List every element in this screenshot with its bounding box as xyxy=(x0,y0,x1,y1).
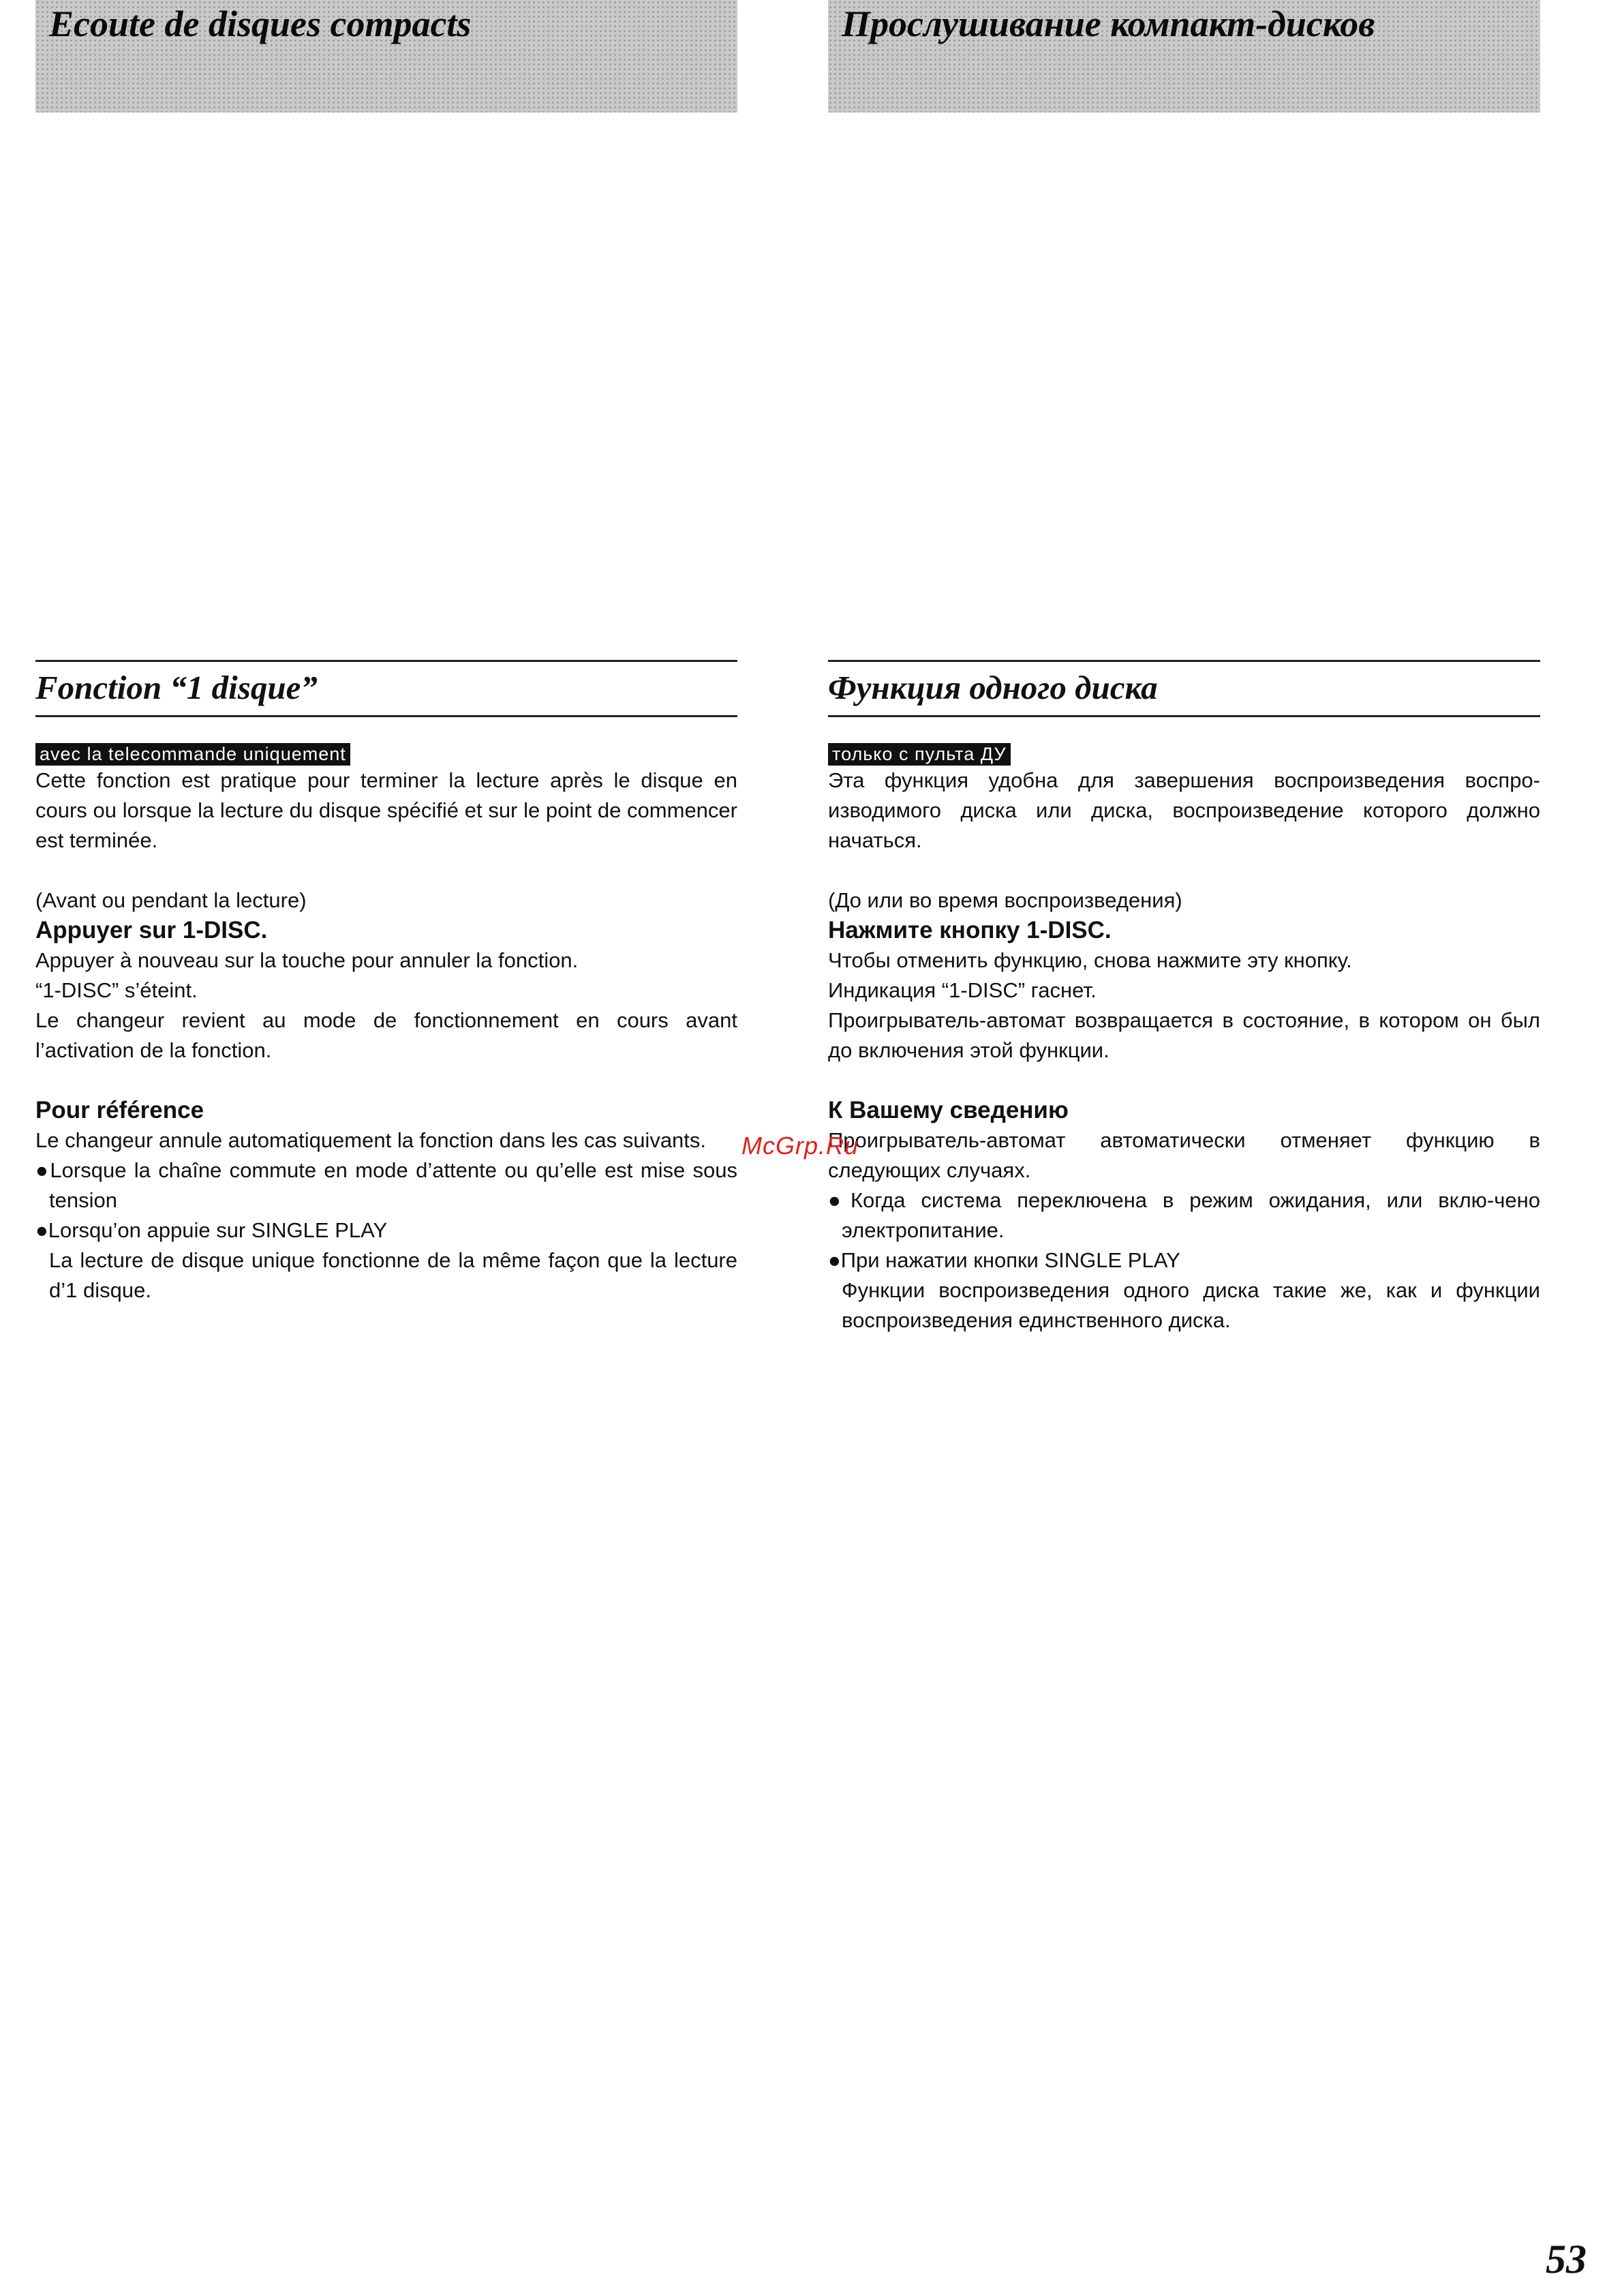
intro-text: Эта функция удобна для завершения воспроизведения воспро-изводимого диска или диска, воспроизведение которого должно начаться. xyxy=(828,768,1540,852)
page-number: 53 xyxy=(1546,2237,1587,2282)
remote-only-badge: только с пульта ДУ xyxy=(828,743,1011,766)
step-line: Le changeur revient au mode de fonctionnement en cours avant l’activation de la fonction. xyxy=(35,1008,737,1062)
header-title-french: Ecoute de disques compacts xyxy=(49,3,472,44)
step-line: “1-DISC” s’éteint. xyxy=(35,978,198,1002)
section-title-french: Fonction “1 disque” xyxy=(35,662,737,717)
header-title-russian: Прослушивание компакт-дисков xyxy=(842,3,1375,44)
french-column xyxy=(35,660,737,1305)
bullet-note: Функции воспроизведения одного диска такие же, как и функции воспроизведения единственного диска. xyxy=(842,1278,1540,1332)
russian-column xyxy=(828,660,1540,1335)
step-line: Appuyer à nouveau sur la touche pour annuler la fonction. xyxy=(35,948,579,972)
condition-text: (Avant ou pendant la lecture) xyxy=(35,888,307,912)
step-heading: Appuyer sur 1-DISC. xyxy=(35,917,268,943)
reference-heading: Pour référence xyxy=(35,1097,204,1123)
reference-intro: Проигрыватель-автомат автоматически отменяет функцию в следующих случаях. xyxy=(828,1128,1540,1182)
bullet-item: ●Когда система переключена в режим ожидания, или вклю-чено электропитание. xyxy=(828,1188,1540,1242)
bullet-item: ●Lorsqu’on appuie sur SINGLE PLAY xyxy=(35,1218,388,1242)
reference-intro: Le changeur annule automatiquement la fonction dans les cas suivants. xyxy=(35,1128,707,1152)
watermark: McGrp.Ru xyxy=(741,1132,859,1160)
step-line: Чтобы отменить функцию, снова нажмите эту кнопку. xyxy=(828,948,1352,972)
step-heading: Нажмите кнопку 1-DISC. xyxy=(828,917,1112,943)
step-line: Индикация “1-DISC” гаснет. xyxy=(828,978,1097,1002)
header-band-french xyxy=(35,0,737,112)
condition-text: (До или во время воспроизведения) xyxy=(828,888,1182,912)
step-line: Проигрыватель-автомат возвращается в состояние, в котором он был до включения этой функции. xyxy=(828,1008,1540,1062)
section-title-russian: Функция одного диска xyxy=(828,662,1540,717)
bullet-note: La lecture de disque unique fonctionne de la même façon que la lecture d’1 disque. xyxy=(49,1248,737,1302)
bullet-item: ●При нажатии кнопки SINGLE PLAY xyxy=(828,1248,1180,1272)
remote-only-badge: avec la telecommande uniquement xyxy=(35,743,350,766)
intro-text: Cette fonction est pratique pour terminer la lecture après le disque en cours ou lorsque la lecture du disque spécifié et sur le point de commencer est terminée. xyxy=(35,768,737,852)
reference-heading: К Вашему сведению xyxy=(828,1097,1069,1123)
header-band-russian xyxy=(828,0,1540,112)
bullet-item: ●Lorsque la chaîne commute en mode d’attente ou qu’elle est mise sous tension xyxy=(35,1158,737,1212)
